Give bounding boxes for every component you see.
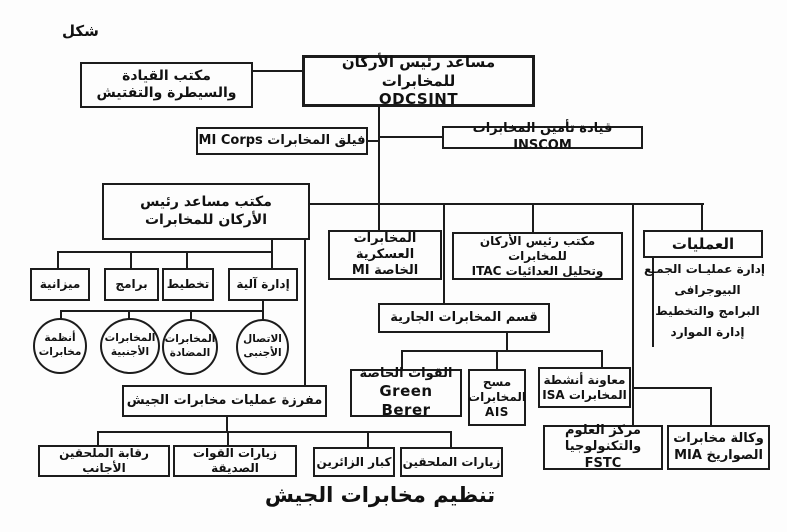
connector-line [450, 431, 452, 447]
connector-line [710, 387, 712, 425]
node-army-intel-detachment [122, 385, 327, 417]
connector-line [367, 431, 369, 447]
node-label: مركز العلوم [565, 423, 641, 439]
node-current-intel [378, 303, 550, 333]
connector-line [378, 107, 380, 231]
node-label: وكالة مخابرات [673, 431, 764, 447]
node-label: مخابرات [38, 346, 82, 358]
connector-line [57, 251, 59, 268]
node-special-military-intel [328, 230, 442, 280]
connector-line [401, 350, 603, 352]
node-itac [452, 232, 623, 280]
node-label: فيلق المخابرات MI Corps [198, 132, 366, 148]
node-label: مكتب مساعد رئيس [140, 194, 272, 210]
connector-line [304, 240, 306, 385]
node-label: زيارات الملحقين [402, 454, 501, 469]
node-fstc [543, 425, 663, 470]
node-label: وتحليل العدائيات ITAC [471, 263, 604, 278]
connector-line [57, 251, 273, 253]
connector-line [632, 387, 712, 389]
node-label: المخابرات العسكرية [353, 230, 417, 262]
node-label: رقابة الملحقين الأجانب [59, 446, 149, 475]
node-label: قسم المخابرات الجارية [390, 309, 538, 325]
node-label: الصواريخ MIA [674, 447, 763, 463]
node-label: المخابرات ISA [542, 387, 627, 402]
node-isa [538, 367, 631, 408]
node-mi-corps [196, 127, 368, 155]
node-ais [468, 369, 526, 426]
connector-line [506, 333, 508, 351]
node-label: كبار الزائرين [316, 454, 392, 469]
connector-line [368, 140, 380, 142]
node-label: الاتصال [243, 333, 282, 346]
node-label: Green Berer [379, 382, 433, 420]
node-label: إدارة آلية [236, 277, 290, 291]
node-label: القوات الخاصة [359, 366, 453, 382]
connector-line [130, 251, 132, 268]
connector-line [701, 203, 703, 230]
operations-item: إدارة عمليـات الجمـع [643, 262, 765, 276]
node-counter-intel [162, 319, 218, 375]
connector-line [253, 70, 302, 72]
operations-item: البيوجرافى [674, 283, 741, 297]
node-label: معاونة أنشطة [543, 372, 626, 387]
node-label: المضادة [169, 347, 211, 359]
node-odcsint [302, 52, 535, 109]
operations-item: إدارة الموارد [670, 325, 745, 339]
node-label: تخطيط [166, 277, 210, 291]
node-label: ODCSINT [378, 90, 459, 109]
node-label: المخابرات [468, 390, 526, 404]
node-label: الأجنبى [243, 347, 282, 359]
node-label: مسح [482, 375, 512, 389]
connector-line [443, 203, 445, 303]
node-label: والسيطرة والتفتيش [96, 85, 237, 101]
operations-sublist [643, 262, 765, 347]
node-mia [667, 425, 770, 470]
node-budget [30, 268, 90, 301]
connector-line [496, 350, 498, 369]
node-label: والتكنولوجيا FSTC [564, 439, 642, 471]
node-label: العمليات [671, 234, 735, 253]
node-foreign-attache-control [38, 445, 170, 477]
connector-line [601, 350, 603, 367]
connector-line [186, 251, 188, 268]
node-label: زيارات القوات الصديقة [192, 446, 278, 475]
node-green-beret [350, 366, 462, 420]
node-label: مكتب رئيس الأركان للمخابرات [479, 233, 596, 263]
node-automated-admin [228, 268, 298, 301]
connector-line [97, 431, 99, 445]
node-operations [643, 230, 763, 258]
node-label: الخاصة MI [351, 263, 419, 279]
connector-line [227, 431, 229, 445]
node-label: AIS [485, 405, 509, 419]
connector-line [271, 251, 273, 268]
node-foreign-liaison [236, 319, 289, 375]
node-label: برامج [115, 277, 148, 291]
connector-line [310, 203, 704, 205]
node-label: المخابرات [104, 332, 156, 345]
node-planning [162, 268, 214, 301]
connector-line [532, 203, 534, 232]
connector-line [632, 203, 634, 425]
node-label: مكتب القيادة [122, 67, 211, 84]
node-label: الأجنبية [110, 346, 150, 358]
node-label: مساعد رئيس الأركان للمخابرات [341, 52, 496, 90]
node-label: مفرزة عمليات مخابرات الجيش [126, 392, 323, 408]
operations-item: البرامج والتخطيط [655, 304, 760, 318]
figure-label: شكل [62, 22, 99, 40]
node-inscom [442, 121, 643, 153]
node-friendly-forces-visits [173, 445, 297, 477]
node-command-office [80, 62, 253, 108]
node-senior-visitors [313, 447, 395, 477]
node-programs [104, 268, 159, 301]
node-deputy-office [102, 183, 310, 240]
node-label: أنظمة [44, 332, 76, 345]
chart-title: تنظيم مخابرات الجيش [264, 483, 496, 507]
connector-line [60, 310, 264, 312]
node-label: المخابرات [164, 333, 216, 346]
node-label: ميزانية [39, 277, 81, 291]
node-attache-visits [400, 447, 503, 477]
node-label: قيادة تأمين المخابرات INSCOM [472, 121, 613, 153]
connector-line [379, 136, 442, 138]
node-label: الأركان للمخابرات [144, 211, 268, 228]
node-intel-systems [33, 318, 87, 374]
connector-line [97, 431, 452, 433]
node-foreign-intel [100, 318, 160, 374]
